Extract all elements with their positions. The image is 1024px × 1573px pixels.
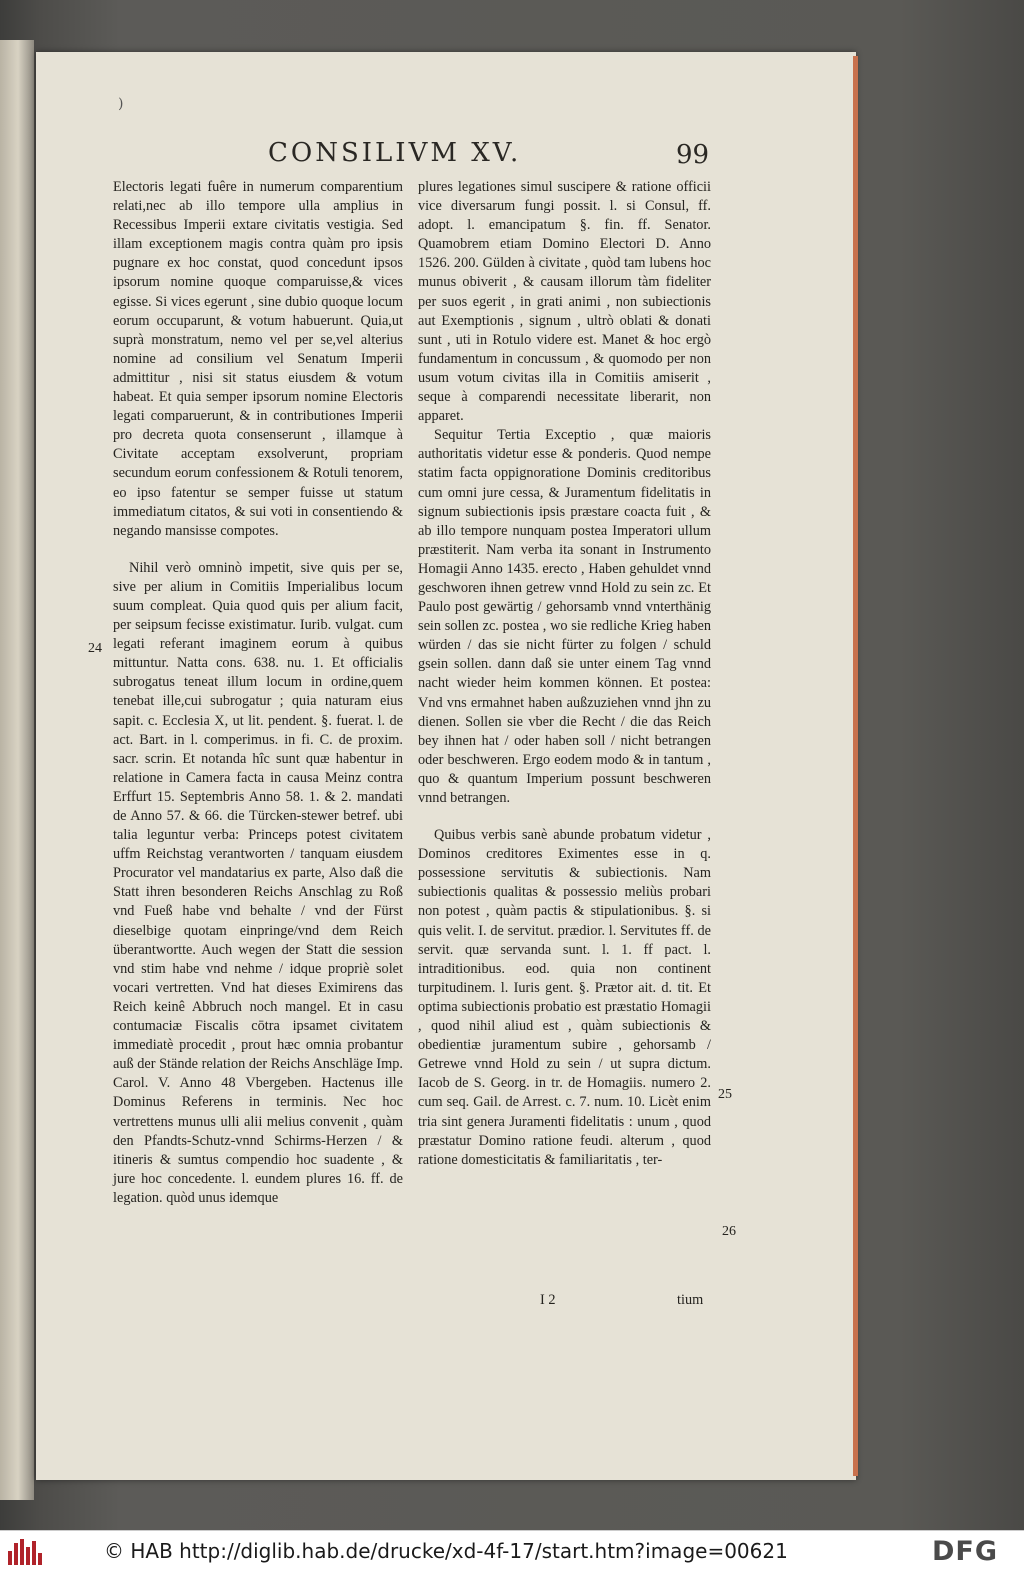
- page-number: 99: [676, 140, 710, 170]
- margin-number-24: 24: [88, 641, 102, 656]
- page-edge-red: [853, 56, 858, 1476]
- footer-url-link[interactable]: © HAB http://diglib.hab.de/drucke/xd-4f-17/start.htm?image=00621: [104, 1539, 788, 1563]
- catchword: tium: [677, 1292, 704, 1308]
- right-paragraph-3: Quibus verbis sanè abunde probatum videtur , Dominos creditores Eximentes esse in q. possessione servitutis & subiectionis. Nam subiectionis qualitas & possessio meliùs probari non potest , quàm pactis & stipulationibus. §. si quis velit. I. de servitut. prædior. l. Servitutes ff. de servit. quæ servanda sunt. l. 1. ff pact. l. intraditionibus. eod. quia non continent turpitudinem. l. Iuris gent. §. Prætor ait. d. tit. Et optima subiectionis probatio est præstatio Homagii , quod nihil aliud est , quàm subiectionis & obedientiæ juramentum subire , gehorsamb / Getrewe vnnd Hold zu sein / ut supra dictum. Iacob de S. Georg. in tr. de Homagiis. numero 2. cum seq. Gail. de Arrest. c. 7. num. 10. Licèt enim tria sint genera Juramenti fidelitatis : unum , quod præstatur Domino ratione feudi. alterum , quod ratione domesticitatis & familiaritatis , ter-: [418, 827, 711, 1168]
- dfg-logo: DFG: [932, 1536, 999, 1567]
- left-paragraph-2: Nihil verò omninò impetit, sive quis per se, sive per alium in Comitiis Imperialibus locum suum compleat. Quia quod quis per alium facit, per seipsum fecisse existimatur. Iurib. vulgat. cum legati referant imaginem eorum à quibus mittuntur. Natta cons. 638. nu. 1. Et officialis subrogatus teneat illum locum in ordine,quem tenebat ille,cui subrogatur ; quia naturam eius sapit. c. Ecclesia X, ut lit. pendent. §. fuerat. l. de act. Bart. in l. comperimus. in fi. C. de proxim. sacr. scrin. Et notanda hîc sunt quæ habentur in relatione in Camera facta in causa Meinz contra Erffurt 15. Septembris Anno 58. 1. & 2. mandati de Anno 57. & 66. die Türcken-stewer betref. ubi talia leguntur verba: Princeps potest civitatem uffm Reichstag verantworten / tanquam eiusdem Procurator vel mandatarius ex parte, Also daß die Statt ihren besonderen Reichs Anschlag zu Roß vnd Fueß habe vnd behalte / vnd der Fürst dieselbige quotam einpringe/vnd dem Reich überantwortte. Auch wegen der Statt die session vnd stim habe vnd nehme / idque propriè solet vocari vertretten. Vnd hat dieses Eximirens das Reich keinê Abbruch noch mangel. Et in casu contumaciæ Fiscalis cōtra ipsamet civitatem immediatè procedit , prout hæc omnia probantur auß der Stände relation der Reichs Anschläge Imp. Carol. V. Anno 48 Vbergeben. Hactenus ille Dominus Referens in terminis. Nec hoc vertrettens munus ulli alii melius convenit , quàm den Pfandts-Schutz-vnnd Schirms-Herzen / & itineris & sumtus compendio hoc suadente , & jure hoc concedente. l. eundem plures 16. ff. de legation. quòd unus idemque: [113, 559, 403, 1206]
- right-paragraph-2: Sequitur Tertia Exceptio , quæ maioris authoritatis videtur esse & ponderis. Quod nempe statim facta oppignoratione Dominis creditoribus cum omni jure cessa, & Juramentum fidelitatis in signum subiectionis ipsis præstare coacta fuit , & ab illo tempore nunquam postea Imperatori ullum præstiterit. Nam verba ita sonant in Instrumento Homagii Anno 1435. erecto , Haben gehuldet vnnd geschworen ihnen getrew vnnd Hold zu sein zc. Et Paulo post gewärtig / gehorsamb vnnd vnterthänig sein sollen zc. postea , wo sie redliche Krieg haben würden / das sie nicht fürter zu folgen / schuld gsein sollen. dann daß sie unter einem Tag vnnd nacht wieder heim kommen können. Et postea: Vnd vns ermahnet haben außzuziehen vnnd jhn zu dienen. Sollen sie vber die Recht / die das Reich bey ihnen hat / oder haben soll / nicht betrangen oder beschweren. Ergo eodem modo & in tantum , quo & quantum Imperium possunt beschweren vnnd betrangen.: [418, 427, 711, 806]
- margin-number-25: 25: [718, 1087, 732, 1102]
- margin-number-26: 26: [722, 1224, 736, 1239]
- left-column: [113, 178, 403, 1208]
- right-column: [418, 178, 711, 1170]
- hab-logo-icon: [8, 1539, 44, 1565]
- page-title: CONSILIVM XV.: [268, 138, 522, 168]
- signature-mark: I 2: [540, 1292, 556, 1308]
- right-paragraph-1: plures legationes simul suscipere & ratione officii vice diversarum fungi possit. l. si Consul, ff. adopt. l. emancipatum §. fin. ff. Senator. Quamobrem etiam Domino Electori D. Anno 1526. 200. Gülden à civitate , quòd tam lubens hoc munus obiverit , & causam illorum tàm fideliter per suos egerit , in grati animi , non subiectionis aut Exemptionis , signum , ultrò oblati & donati sunt , uti in Rotulo videre est. Manet & hoc ergò fundamentum in concussum , & quomodo per non usum votum civitas illa in Comitiis amiserit , seque à comparendi necessitate liberarit, non apparet.: [418, 179, 711, 425]
- pencil-mark: ): [118, 96, 124, 112]
- footer-bar: [0, 1530, 1024, 1573]
- previous-page-edge: [0, 40, 34, 1500]
- left-paragraph-1: Electoris legati fuêre in numerum comparentium relati,nec ab illo tempore ulla amplius in Recessibus Imperii extare civitatis vestigia. Sed illam exceptionem magis contra quàm pro ipsis pugnare ex hoc constat, quod concedunt ipsos ipsorum nomine quoque comparuisse,& vices egisse. Si vices egerunt , sine dubio quoque locum eorum occuparunt, & votum habuerunt. Quia,ut suprà monstratum, nemo vel per se,vel alterius nomine ad consilium vel Senatum Imperii admittitur , nisi sit status eiusdem & votum habeat. Et quia semper ipsorum nomine Electoris legati comparuerunt, & in contributiones Imperii pro decreta quota consenserunt , illamque à Civitate acceptam exsolverunt, propriam secundum eorum confessionem & Rotuli tenorem, eo ipso fatentur se semper fuisse ut statum immediatum citatos, & sui voti in consentiendo & negando mansisse compotes.: [113, 179, 403, 539]
